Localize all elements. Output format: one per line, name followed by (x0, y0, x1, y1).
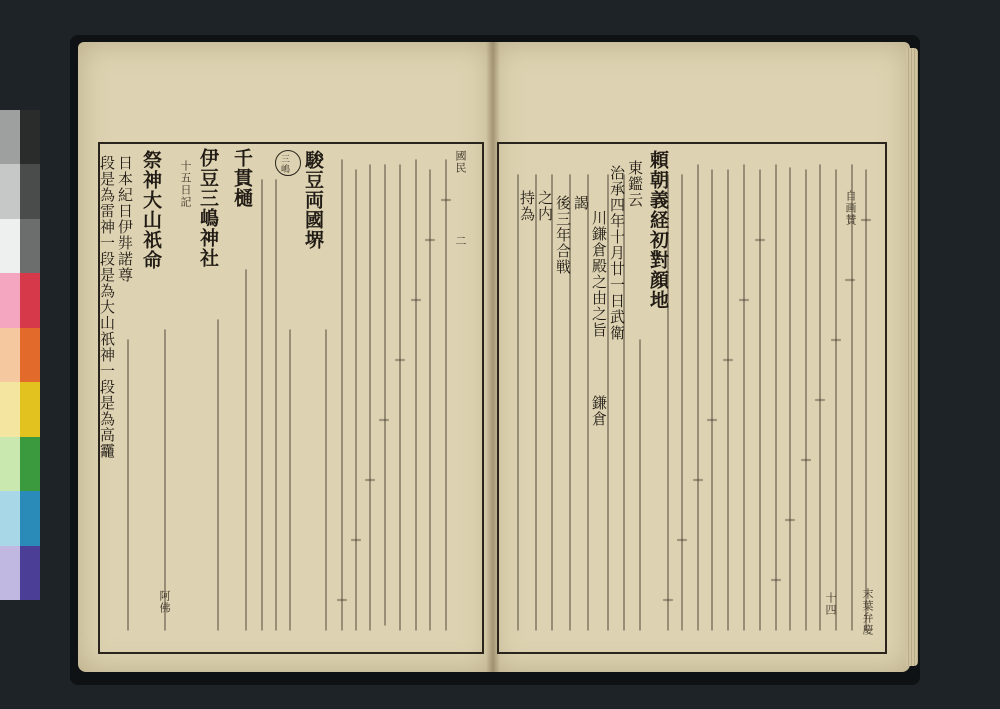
text-column: 十五日記 (179, 160, 192, 208)
text-column: 頼朝義経初對顔地 (647, 150, 669, 310)
text-column: 東鑑云 (626, 160, 644, 208)
text-column: 治承四年十月廿一日武衛 (608, 165, 626, 341)
text-column: 祭神大山祇命 (140, 150, 162, 270)
text-column: 川鎌倉殿之由之旨 (590, 210, 608, 338)
text-column: 段是為雷神一段是為大山祇神一段是為高龗 (98, 155, 116, 459)
text-column: 後三年合戦 (554, 195, 572, 275)
text-column: 駿豆両國堺 (302, 150, 324, 250)
text-column: 千貫樋 (231, 148, 253, 208)
text-column: 二 (454, 235, 467, 247)
text-column: 自画賛 (844, 190, 857, 226)
text-column: 之内 (536, 190, 554, 222)
text-column: 日本紀日伊弉諾尊 (116, 155, 134, 283)
text-column: 三嶋 (279, 154, 289, 174)
text-column: 十四 (824, 592, 837, 616)
page-stack-edge (906, 48, 918, 666)
text-column: 阿佛 (158, 590, 171, 614)
color-calibration-strip (0, 110, 40, 600)
circled-mark (275, 150, 301, 176)
text-column: 鎌倉 (590, 395, 608, 427)
text-column: 國民 (454, 150, 467, 174)
text-column: 末葉弁慶 (861, 588, 874, 636)
text-column: 伊豆三嶋神社 (197, 148, 219, 268)
text-column: 持為 (518, 190, 536, 222)
text-column: 謁 (572, 195, 590, 211)
